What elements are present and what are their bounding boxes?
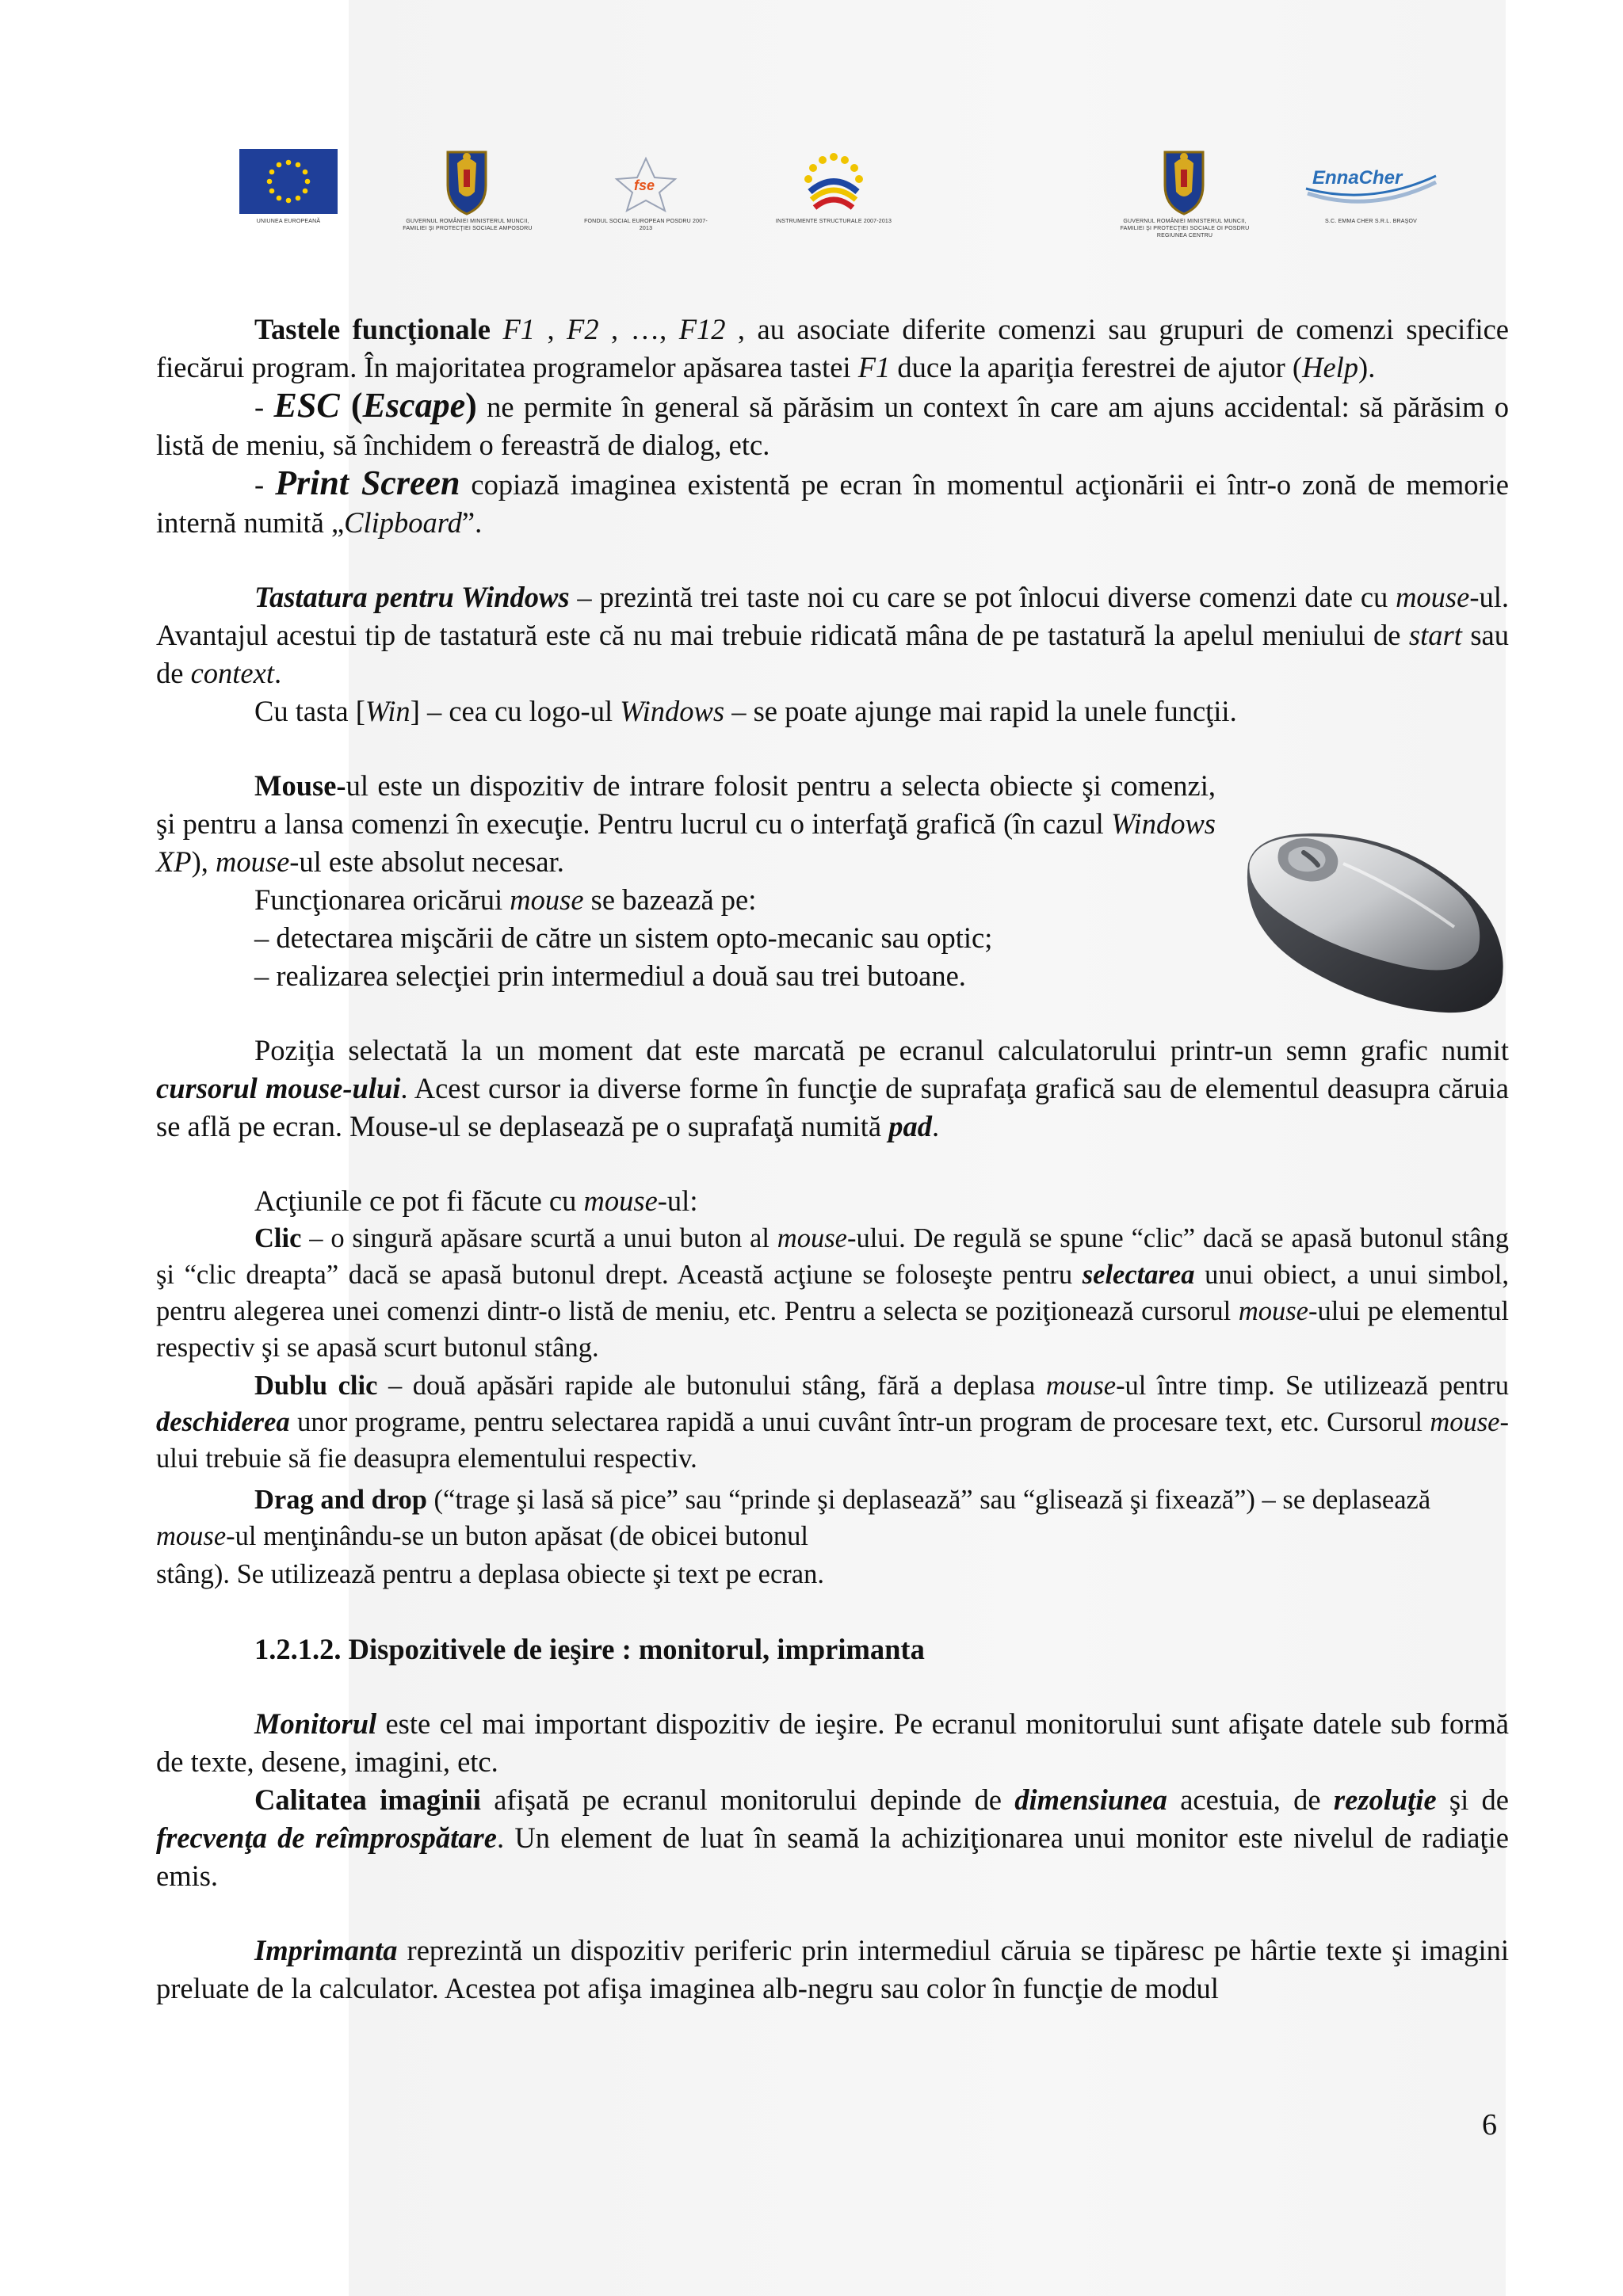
key-esc: ESC [273, 386, 340, 425]
text-span: ul este un dispozitiv de intrare folosit pentru a selecta obiecte şi comenzi, şi pentru a lansa comenzi în execuţie. Pentru lucrul cu o interfaţă grafică (în cazul [156, 769, 1216, 840]
text-span: ) [465, 386, 477, 425]
paragraph-drag-drop [156, 1482, 1509, 1554]
document-body [156, 311, 1509, 2008]
paragraph-mouse-actions [156, 1182, 1509, 1220]
mouse-term: mouse [216, 845, 290, 878]
term-mouse: Mouse- [254, 769, 346, 802]
clipboard-term: Clipboard [344, 506, 462, 539]
fse-logo-icon [602, 155, 689, 212]
spacer [156, 1594, 1509, 1630]
text-span: unor programe, pentru selectarea rapidă a unui cuvânt într-un program de procesare text, etc. Cursorul [289, 1407, 1430, 1437]
spacer [156, 542, 1509, 578]
paragraph-printer [156, 1932, 1509, 2008]
structural-instruments-icon [792, 147, 875, 215]
term-double-click: Dublu clic [254, 1371, 378, 1401]
key-f1: F1 [857, 351, 891, 383]
text-span: copiază imaginea existentă pe ecran în momentul acţionării ei într-o zonă de memorie internă numită „ [156, 468, 1509, 539]
svg-text:fse: fse [634, 177, 655, 193]
text-span: -ul între timp. Se utilizează pentru [1116, 1371, 1510, 1401]
text-span: – două apăsări rapide ale butonului stâng, fără a deplasa [377, 1371, 1046, 1401]
mouse-term: mouse [1238, 1296, 1308, 1326]
term-cursor: cursorul mouse-ului [156, 1072, 401, 1104]
text-span: . [932, 1110, 940, 1142]
text-span: – se poate ajunge mai rapid la unele funcţii. [724, 695, 1237, 727]
mouse-term: mouse [1396, 581, 1470, 613]
spacer [156, 730, 1509, 767]
page-number: 6 [1482, 2108, 1497, 2142]
text-span: Acţiunile ce pot fi făcute cu [254, 1184, 584, 1217]
ennacher-wordmark: EnnaCher [1312, 167, 1403, 189]
spacer [156, 1669, 1509, 1705]
text-span: -ului trebuie să fie deasupra elementului respectiv. [156, 1407, 1509, 1474]
text-span: sau de [156, 619, 1510, 689]
term-rezolutie: rezoluţie [1333, 1783, 1437, 1816]
logo-caption: FONDUL SOCIAL EUROPEAN POSDRU 2007-2013 [584, 219, 708, 231]
paragraph-drag-drop-cont: stâng). Se utilizează pentru a deplasa obiecte şi text pe ecran. [156, 1559, 824, 1589]
text-span: (“trage şi lasă să pice” sau “prinde şi deplasează” sau “glisează şi fixează”) – se deplasează [426, 1485, 1431, 1515]
text-span: -ului. De regulă se spune “clic” dacă se apasă butonul stâng şi “clic dreapta” dacă se apasă butonul drept. Această acţiune se foloseşte pentru [156, 1223, 1509, 1290]
logo-caption: INSTRUMENTE STRUCTURALE 2007-2013 [775, 219, 892, 224]
mouse-term: mouse [510, 883, 584, 916]
text-span: afişată pe ecranul monitorului depinde de [480, 1783, 1015, 1816]
key-f12: F12 [678, 313, 726, 345]
text-span: Poziţia selectată la un moment dat este marcată pe ecranul calculatorului printr-un semn grafic numit [254, 1034, 1509, 1066]
term-click: Clic [254, 1223, 302, 1253]
term-windows-keyboard: Tastatura pentru Windows [254, 581, 570, 613]
windows-term: Windows [620, 695, 725, 727]
text-span: -ul. Avantajul acestui tip de tastatură este că nu mai trebuie ridicată mâna de pe tastatură la apelul meniului de [156, 581, 1509, 651]
text-span: este cel mai important dispozitiv de ieşire. Pe ecranul monitorului sunt afişate datele sub formă de texte, desene, imagini, etc. [156, 1707, 1509, 1778]
win-term: Win [365, 695, 411, 727]
windows-xp-term: Windows XP [156, 807, 1216, 878]
term-deschiderea: deschiderea [156, 1407, 290, 1437]
paragraph-windows-keyboard [156, 578, 1509, 692]
text-span: ). [1358, 351, 1376, 383]
text-span: – prezintă trei taste noi cu care se pot înlocui diverse comenzi date cu [569, 581, 1396, 613]
section-heading: 1.2.1.2. Dispozitivele de ieşire : monitorul, imprimanta [254, 1633, 925, 1665]
text-span: ”. [461, 506, 483, 539]
romania-coat-of-arms-icon [440, 146, 494, 217]
start-term: start [1408, 619, 1462, 651]
text-span: se bazează pe: [583, 883, 757, 916]
eu-flag-icon [239, 149, 338, 214]
text-span: – o singură apăsare scurtă a unui buton al [301, 1223, 777, 1253]
text-span: - [254, 391, 274, 423]
mouse-photo [1224, 816, 1514, 1020]
spacer [156, 1146, 1509, 1182]
text-span: -ului pe elementul respectiv şi se apasă scurt butonul stâng. [156, 1296, 1509, 1363]
text-span: acestuia, de [1167, 1783, 1334, 1816]
text-span: , …, [598, 313, 679, 345]
term-monitor: Monitorul [254, 1707, 377, 1740]
text-span: , [547, 313, 567, 345]
list-item: – detectarea mişcării de către un sistem opto-mecanic sau optic; [254, 921, 993, 954]
term-printer: Imprimanta [254, 1934, 398, 1966]
ennacher-logo-icon [1300, 158, 1442, 209]
text-span: ( [339, 386, 363, 425]
header-logo-strip [0, 0, 1623, 285]
key-f2: F2 [567, 313, 599, 345]
key-print-screen: Print Screen [275, 463, 460, 502]
term-frecventa: frecvenţa de reîmprospătare [156, 1821, 497, 1854]
paragraph-print-screen [156, 464, 1509, 542]
text-span: . [273, 657, 282, 689]
spacer [156, 1895, 1509, 1932]
logo-caption: S.C. EMMA CHER S.R.L. BRAŞOV [1324, 219, 1418, 224]
paragraph-mouse-function [156, 881, 1216, 919]
paragraph-win-key [156, 692, 1509, 730]
paragraph-esc [156, 387, 1509, 464]
text-span: Funcţionarea oricărui [254, 883, 510, 916]
term-dimensiunea: dimensiunea [1014, 1783, 1167, 1816]
romania-coat-of-arms-icon [1157, 146, 1211, 217]
logo-caption: UNIUNEA EUROPEANĂ [256, 219, 321, 224]
mouse-term: mouse [156, 1521, 227, 1551]
text-span: unui obiect, a unui simbol, pentru alegerea unei comenzi dintr-o listă de meniu, etc. Pentru a selecta se poziţionează cursorul [156, 1260, 1509, 1326]
text-span: ne permite în general să părăsim un context în care am ajuns accidental: să părăsim o listă de meniu, să închidem o fereastră de dialog, etc. [156, 391, 1510, 461]
key-escape: Escape [362, 386, 466, 425]
text-span: . Un element de luat în seamă la achiziţionarea unui monitor este nivelul de radiaţie emis. [156, 1821, 1509, 1892]
term-selectarea: selectarea [1082, 1260, 1195, 1290]
mouse-term: mouse [1045, 1371, 1117, 1401]
logo-caption: GUVERNUL ROMÂNIEI MINISTERUL MUNCII, FAMILIEI ŞI PROTECŢIEI SOCIALE OI POSDRU REGIUNEA CENTRU [1120, 219, 1250, 238]
mouse-term: mouse [1430, 1407, 1500, 1437]
text-span: - [254, 468, 276, 501]
logo-caption: GUVERNUL ROMÂNIEI MINISTERUL MUNCII, FAMILIEI ŞI PROTECŢIEI SOCIALE AMPOSDRU [403, 219, 533, 231]
mouse-term: mouse [777, 1223, 847, 1253]
text-span: , au asociate diferite comenzi sau grupuri de comenzi specifice fiecărui program. În majoritatea programelor apăsarea tastei [156, 313, 1510, 383]
paragraph-image-quality [156, 1781, 1509, 1895]
text-span: reprezintă un dispozitiv periferic prin intermediul căruia se tipăresc pe hârtie texte şi imagini preluate de la calculator. Acestea pot afişa imaginea alb-negru sau color în funcţie de modul [156, 1934, 1509, 2004]
paragraph-double-click [156, 1367, 1509, 1477]
paragraph-function-keys [156, 311, 1509, 387]
term-function-keys: Tastele funcţionale [254, 313, 491, 345]
text-span: şi de [1436, 1783, 1509, 1816]
key-f1: F1 [491, 313, 548, 345]
paragraph-monitor [156, 1705, 1509, 1781]
paragraph-click [156, 1220, 1509, 1366]
text-span: -ul este absolut necesar. [289, 845, 564, 878]
paragraph-mouse [156, 767, 1216, 881]
term-image-quality: Calitatea imaginii [254, 1783, 481, 1816]
list-item: – realizarea selecţiei prin intermediul a două sau trei butoane. [254, 959, 966, 992]
text-span: Cu tasta [ [254, 695, 365, 727]
text-span: duce la apariţia ferestrei de ajutor ( [890, 351, 1303, 383]
text-span: -ul: [657, 1184, 698, 1217]
paragraph-cursor [156, 1032, 1509, 1146]
mouse-term: mouse [583, 1184, 658, 1217]
text-span: ] – cea cu logo-ul [410, 695, 621, 727]
text-span: -ul menţinându-se un buton apăsat (de obicei butonul [226, 1521, 809, 1551]
help-term: Help [1302, 351, 1359, 383]
text-span: ), [191, 845, 216, 878]
text-span: . Acest cursor ia diverse forme în funcţie de suprafaţa grafică sau de elementul deasupra căruia se află pe ecran. Mouse-ul se deplasează pe o suprafaţă numită [156, 1072, 1509, 1142]
term-drag-and-drop: Drag and drop [254, 1485, 427, 1515]
term-pad: pad [888, 1110, 932, 1142]
context-term: context [190, 657, 274, 689]
